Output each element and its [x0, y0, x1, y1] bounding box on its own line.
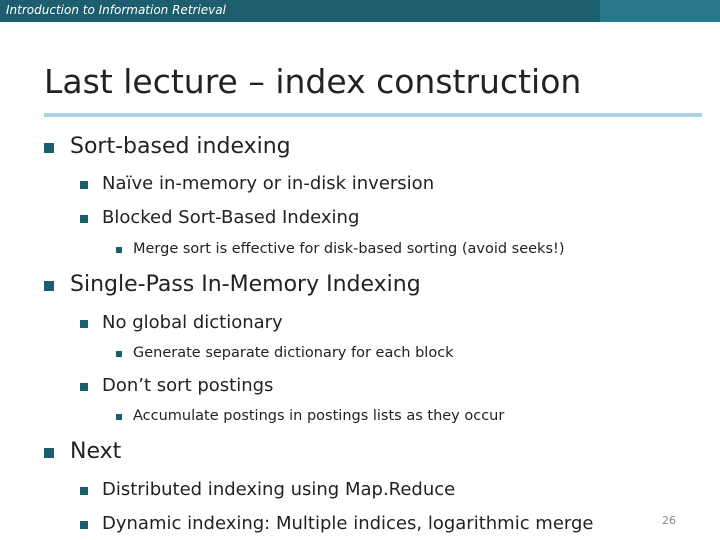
slide-title: Last lecture – index construction [44, 62, 582, 101]
bullet-text: No global dictionary [102, 312, 283, 333]
square-bullet-icon [80, 181, 88, 189]
bullet-text: Distributed indexing using Map.Reduce [102, 479, 456, 500]
bullet-text: Blocked Sort-Based Indexing [102, 207, 360, 228]
bullet-text: Generate separate dictionary for each block [133, 345, 454, 361]
bullet-text: Dynamic indexing: Multiple indices, logarithmic merge [102, 513, 594, 534]
square-bullet-icon [80, 521, 88, 529]
square-bullet-icon [116, 351, 122, 357]
bullet-text: Sort-based indexing [70, 134, 291, 159]
square-bullet-icon [80, 383, 88, 391]
bullet-text: Merge sort is effective for disk-based sorting (avoid seeks!) [133, 241, 565, 257]
square-bullet-icon [80, 487, 88, 495]
bullet-text: Single-Pass In-Memory Indexing [70, 272, 421, 297]
page-number: 26 [662, 514, 676, 527]
square-bullet-icon [80, 320, 88, 328]
bullet-text: Don’t sort postings [102, 375, 274, 396]
square-bullet-icon [116, 247, 122, 253]
square-bullet-icon [80, 215, 88, 223]
square-bullet-icon [44, 281, 54, 291]
bullet-text: Next [70, 439, 122, 464]
bullet-text: Accumulate postings in postings lists as they occur [133, 408, 505, 424]
bullet-text: Naïve in-memory or in-disk inversion [102, 173, 435, 194]
title-underline [44, 113, 702, 117]
header-accent-block [600, 0, 720, 22]
course-title: Introduction to Information Retrieval [6, 3, 226, 17]
square-bullet-icon [44, 143, 54, 153]
header-bar [0, 0, 720, 22]
square-bullet-icon [116, 414, 122, 420]
square-bullet-icon [44, 448, 54, 458]
